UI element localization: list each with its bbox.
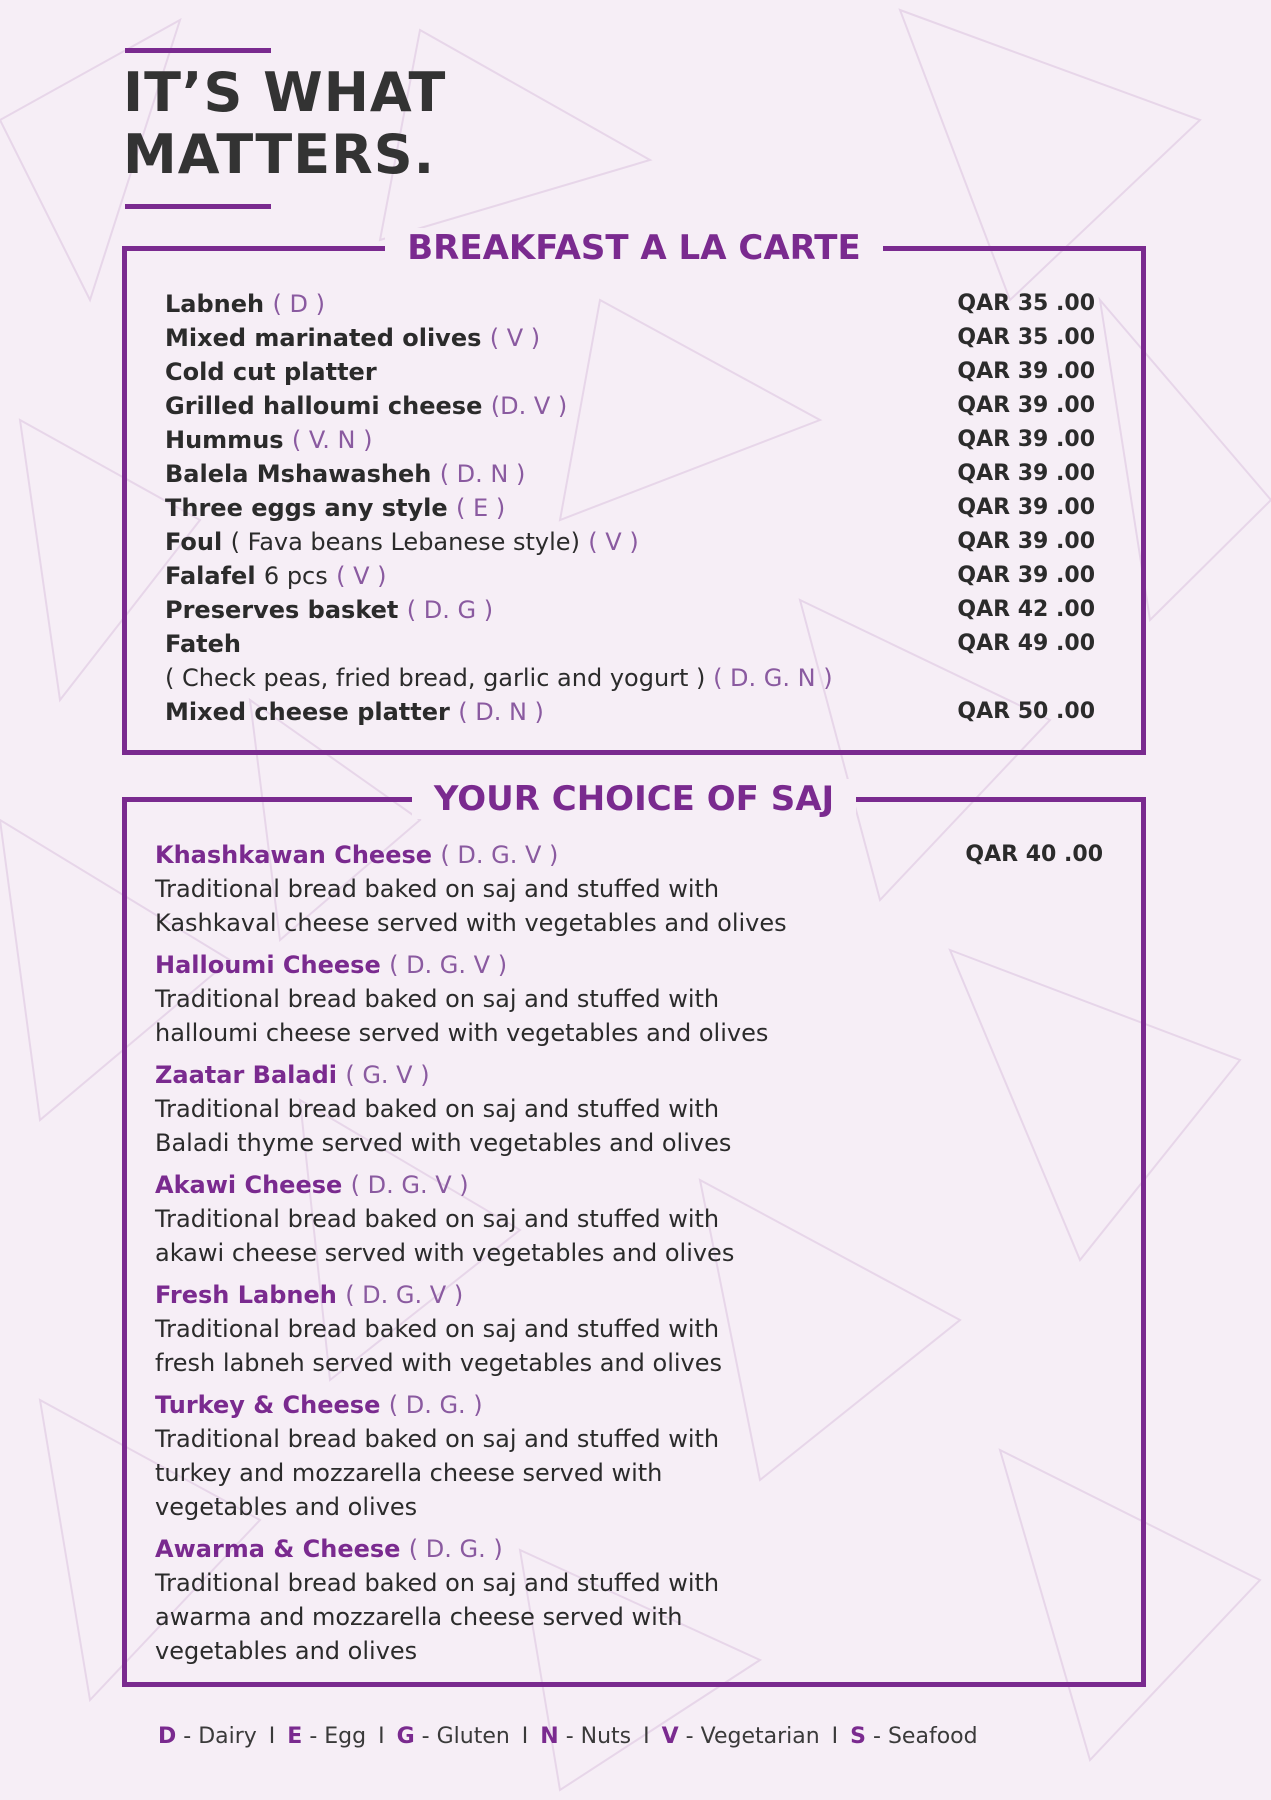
- saj-item-desc: Traditional bread baked on saj and stuffed with: [155, 1569, 720, 1597]
- saj-item-tags: ( D. G. V ): [389, 951, 508, 979]
- saj-item-tags: ( D. G. ): [388, 1391, 483, 1419]
- legend-separator: I: [831, 1724, 839, 1749]
- headline-top-rule: [125, 48, 271, 53]
- saj-item-desc: turkey and mozzarella cheese served with: [155, 1459, 663, 1487]
- saj-item: [155, 1168, 935, 1270]
- saj-title: YOUR CHOICE OF SAJ: [412, 779, 856, 819]
- item-price: QAR 39 .00: [957, 495, 1095, 520]
- saj-item-tags: ( D. G. V ): [440, 841, 559, 869]
- item-price: QAR 39 .00: [957, 529, 1095, 554]
- saj-item-desc: awarma and mozzarella cheese served with: [155, 1603, 683, 1631]
- item-name: Labneh: [165, 290, 265, 318]
- menu-item: [165, 321, 1095, 355]
- menu-item: [165, 559, 1095, 593]
- item-tags: ( V ): [588, 528, 639, 556]
- menu-item: [165, 457, 1095, 491]
- legend-label: - Dairy: [183, 1724, 257, 1749]
- legend-code: V: [661, 1724, 679, 1749]
- item-name: Mixed cheese platter: [165, 698, 450, 726]
- item-name: Mixed marinated olives: [165, 324, 482, 352]
- breakfast-list: [165, 287, 1095, 729]
- menu-item: [165, 593, 1095, 627]
- item-tags: ( E ): [456, 494, 506, 522]
- item-tags: ( D. N ): [458, 698, 544, 726]
- saj-price: QAR 40 .00: [965, 842, 1103, 867]
- item-tags: ( D. G ): [406, 596, 494, 624]
- item-name: Cold cut platter: [165, 358, 377, 386]
- headline-bottom-rule: [125, 204, 271, 209]
- saj-item-desc: Traditional bread baked on saj and stuffed with: [155, 985, 720, 1013]
- menu-item: [165, 389, 1095, 423]
- legend-code: D: [158, 1724, 177, 1749]
- item-tags: (D. V ): [490, 392, 568, 420]
- legend-code: G: [396, 1724, 415, 1749]
- saj-item-name: Turkey & Cheese: [155, 1391, 381, 1419]
- breakfast-title: BREAKFAST A LA CARTE: [385, 228, 882, 268]
- legend-label: - Seafood: [873, 1724, 978, 1749]
- saj-item: [155, 1532, 935, 1668]
- legend-separator: I: [521, 1724, 529, 1749]
- menu-item: [165, 355, 1095, 389]
- legend-separator: I: [268, 1724, 276, 1749]
- item-price: QAR 39 .00: [957, 427, 1095, 452]
- headline-line-2: MATTERS.: [123, 123, 436, 186]
- saj-item-name: Fresh Labneh: [155, 1281, 337, 1309]
- saj-item: [155, 838, 935, 940]
- legend-label: - Egg: [309, 1724, 367, 1749]
- saj-item-desc: vegetables and olives: [155, 1493, 418, 1521]
- saj-item-tags: ( D. G. ): [408, 1535, 503, 1563]
- menu-item: [165, 287, 1095, 321]
- saj-item-tags: ( D. G. V ): [350, 1171, 469, 1199]
- saj-item-name: Awarma & Cheese: [155, 1535, 401, 1563]
- saj-item-name: Khashkawan Cheese: [155, 841, 433, 869]
- saj-item-tags: ( G. V ): [345, 1061, 430, 1089]
- item-price: QAR 49 .00: [957, 631, 1095, 656]
- fateh-description-tags: ( D. G. N ): [713, 664, 833, 692]
- saj-item-name: Akawi Cheese: [155, 1171, 343, 1199]
- item-price: QAR 35 .00: [957, 291, 1095, 316]
- saj-item-desc: halloumi cheese served with vegetables and olives: [155, 1019, 769, 1047]
- legend-label: - Nuts: [565, 1724, 632, 1749]
- item-name: Foul: [165, 528, 223, 556]
- menu-item: [165, 491, 1095, 525]
- saj-item-desc: vegetables and olives: [155, 1637, 418, 1665]
- item-name: Falafel: [165, 562, 256, 590]
- fateh-description-text: ( Check peas, fried bread, garlic and yogurt ): [165, 664, 706, 692]
- saj-item: [155, 1058, 935, 1160]
- item-name: Three eggs any style: [165, 494, 448, 522]
- item-price: QAR 39 .00: [957, 359, 1095, 384]
- saj-item-desc: Traditional bread baked on saj and stuffed with: [155, 1425, 720, 1453]
- item-price: QAR 39 .00: [957, 461, 1095, 486]
- item-tags: ( D. N ): [439, 460, 526, 488]
- menu-item: [165, 627, 1095, 661]
- legend-code: N: [540, 1724, 559, 1749]
- saj-item-desc: Traditional bread baked on saj and stuffed with: [155, 1095, 720, 1123]
- headline-line-1: IT’S WHAT: [123, 61, 447, 124]
- item-tags: ( D ): [272, 290, 325, 318]
- item-price: QAR 39 .00: [957, 393, 1095, 418]
- menu-item: [165, 423, 1095, 457]
- item-note: ( Fava beans Lebanese style): [230, 528, 580, 556]
- item-name: Fateh: [165, 630, 242, 658]
- item-tags: ( V. N ): [291, 426, 373, 454]
- saj-item-name: Halloumi Cheese: [155, 951, 381, 979]
- legend-separator: I: [643, 1724, 650, 1749]
- item-name: Balela Mshawasheh: [165, 460, 432, 488]
- saj-item-desc: Traditional bread baked on saj and stuffed with: [155, 1315, 720, 1343]
- saj-item-desc: Traditional bread baked on saj and stuffed with: [155, 875, 720, 903]
- saj-section: [122, 779, 1146, 1687]
- saj-item: [155, 1278, 935, 1380]
- saj-item-desc: Kashkaval cheese served with vegetables and olives: [155, 909, 787, 937]
- legend-code: S: [850, 1724, 867, 1749]
- saj-item-desc: Baladi thyme served with vegetables and olives: [155, 1129, 732, 1157]
- legend-label: - Vegetarian: [685, 1724, 820, 1749]
- saj-item-desc: akawi cheese served with vegetables and olives: [155, 1239, 735, 1267]
- saj-item-tags: ( D. G. V ): [345, 1281, 464, 1309]
- item-price: QAR 35 .00: [957, 325, 1095, 350]
- breakfast-section: [122, 228, 1146, 755]
- menu-item: [165, 695, 1095, 729]
- saj-item-name: Zaatar Baladi: [155, 1061, 337, 1089]
- menu-item: [165, 525, 1095, 559]
- allergen-legend: [158, 1720, 978, 1754]
- legend-separator: I: [378, 1724, 385, 1749]
- item-name: Grilled halloumi cheese: [165, 392, 483, 420]
- item-name: Hummus: [165, 426, 284, 454]
- fateh-description: [165, 661, 1095, 695]
- item-price: QAR 42 .00: [957, 597, 1095, 622]
- saj-item: [155, 948, 935, 1050]
- item-name: Preserves basket: [165, 596, 399, 624]
- item-price: QAR 39 .00: [957, 563, 1095, 588]
- item-note: 6 pcs: [263, 562, 328, 590]
- saj-item: [155, 1388, 935, 1524]
- headline: [123, 62, 446, 186]
- item-price: QAR 50 .00: [957, 699, 1095, 724]
- saj-item-desc: fresh labneh served with vegetables and olives: [155, 1349, 722, 1377]
- item-tags: ( V ): [489, 324, 541, 352]
- legend-label: - Gluten: [421, 1724, 510, 1749]
- saj-list: [155, 838, 935, 1676]
- item-tags: ( V ): [336, 562, 387, 590]
- legend-code: E: [287, 1724, 303, 1749]
- saj-item-desc: Traditional bread baked on saj and stuffed with: [155, 1205, 720, 1233]
